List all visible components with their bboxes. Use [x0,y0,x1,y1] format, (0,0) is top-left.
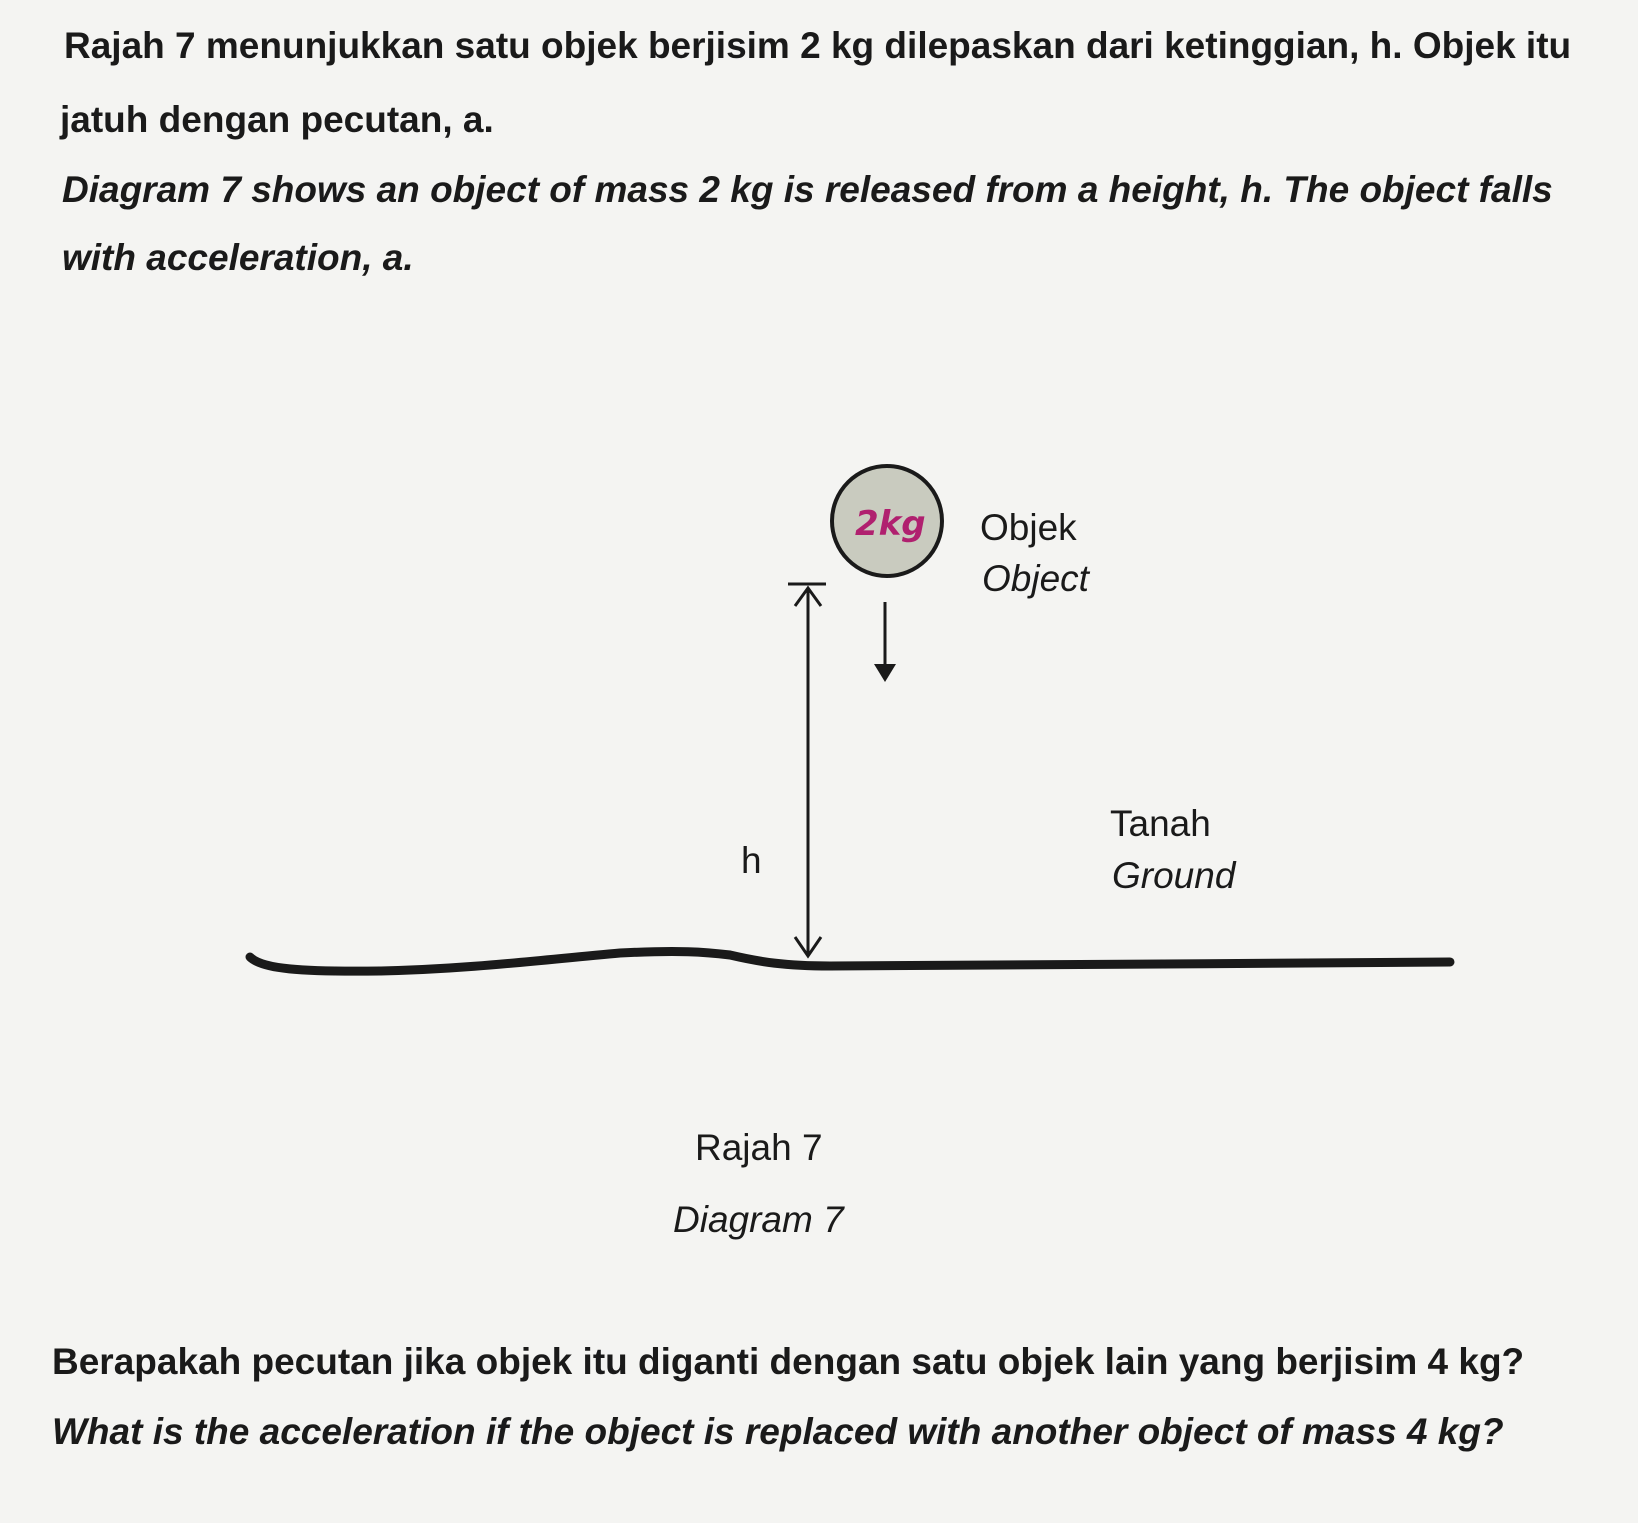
intro-malay-line-1: Rajah 7 menunjukkan satu objek berjisim 2 kg dilepaskan dari ketinggian, h. Objek itu [64,25,1572,66]
question-prompt-malay: Berapakah pecutan jika objek itu diganti dengan satu objek lain yang berjisim 4 kg? [52,1341,1525,1382]
object-label-malay: Objek [980,507,1077,548]
fall-direction-arrow [874,602,896,682]
diagram-caption-english: Diagram 7 [673,1199,844,1240]
ground-label-english: Ground [1112,855,1236,896]
ground-label-malay: Tanah [1110,803,1211,844]
intro-malay-line-2: jatuh dengan pecutan, a. [60,99,494,140]
ground-line [250,952,1450,972]
diagram-caption-malay: Rajah 7 [695,1127,823,1168]
object-label-english: Object [982,558,1089,599]
question-prompt-english: What is the acceleration if the object is replaced with another object of mass 4 kg? [52,1411,1504,1452]
height-label: h [741,840,762,881]
intro-english-line-2: with acceleration, a. [62,237,414,278]
height-arrow [788,584,826,956]
mass-label: 2kg [855,504,926,544]
intro-english-line-1: Diagram 7 shows an object of mass 2 kg is released from a height, h. The object falls [62,169,1553,210]
